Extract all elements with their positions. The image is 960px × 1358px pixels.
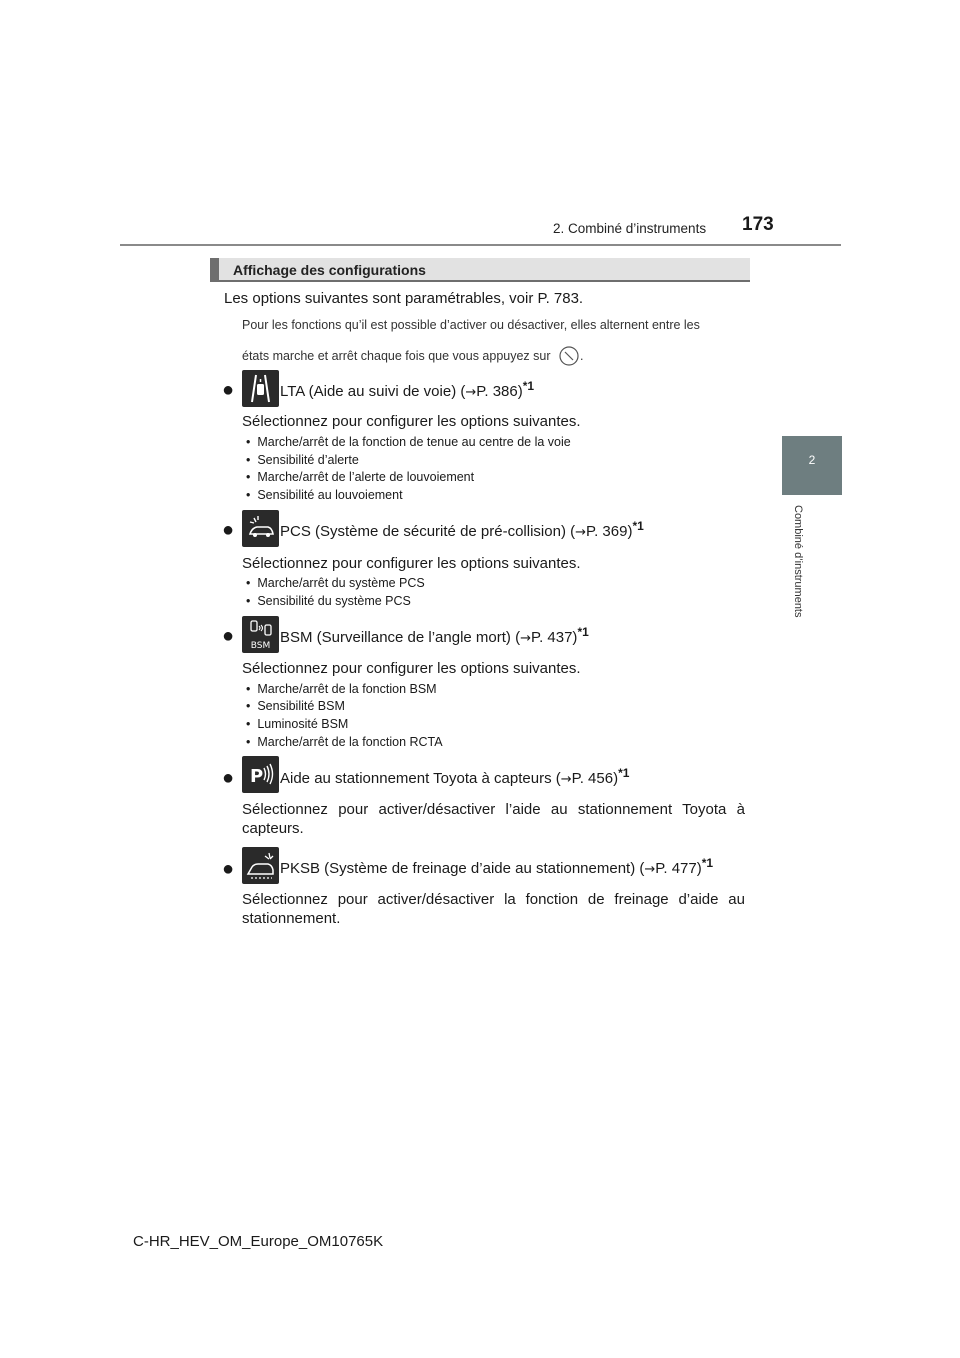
- header-divider: [120, 244, 841, 246]
- document-id: C-HR_HEV_OM_Europe_OM10765K: [133, 1233, 384, 1250]
- arrow-icon: →: [560, 772, 572, 787]
- footnote-mark: *1: [632, 519, 644, 533]
- item-title-lta: [280, 379, 534, 400]
- option-item: • Sensibilité d’alerte: [246, 453, 359, 467]
- parking-sensor-icon: [242, 756, 279, 793]
- option-text: Marche/arrêt de l’alerte de louvoiement: [257, 470, 475, 484]
- item-title-text: BSM (Surveillance de l’angle mort) (: [280, 629, 521, 646]
- page-reference[interactable]: P. 456): [571, 770, 619, 787]
- lta-icon: [242, 370, 279, 407]
- option-text: Sensibilité au louvoiement: [257, 488, 403, 502]
- footnote-mark: *1: [701, 856, 714, 870]
- note-line-1: Pour les fonctions qu’il est possible d’activer ou désactiver, elles alternent entre les: [242, 318, 700, 332]
- bullet-dot: ●: [222, 625, 235, 647]
- section-heading: [210, 258, 750, 282]
- option-text: Marche/arrêt de la fonction BSM: [257, 682, 437, 696]
- option-text: Marche/arrêt de la fonction RCTA: [257, 735, 443, 749]
- chapter-tab-number: 2: [808, 453, 816, 467]
- option-item: • Marche/arrêt de la fonction de tenue au centre de la voie: [246, 435, 571, 449]
- item-title-bsm: [280, 625, 589, 646]
- option-item: • Marche/arrêt de la fonction BSM: [246, 682, 437, 696]
- select-configure-text: Sélectionnez pour configurer les options suivantes.: [242, 660, 581, 677]
- select-configure-text: Sélectionnez pour configurer les options suivantes.: [242, 555, 581, 572]
- option-item: • Sensibilité du système PCS: [246, 594, 411, 608]
- option-item: • Marche/arrêt de l’alerte de louvoiement: [246, 470, 475, 484]
- dial-icon: [558, 345, 580, 367]
- bullet-dot: ●: [222, 767, 235, 789]
- chapter-tab: [782, 436, 842, 495]
- bullet-dot: ●: [222, 858, 235, 880]
- item-title-text: PKSB (Système de freinage d’aide au stationnement) (: [280, 860, 645, 877]
- footnote-mark: *1: [618, 766, 630, 780]
- note-line-2-end: .: [580, 349, 584, 363]
- chapter-tab-label: Combiné d’instruments: [792, 505, 804, 618]
- option-item: • Sensibilité BSM: [246, 699, 345, 713]
- item-title-text: LTA (Aide au suivi de voie) (: [280, 383, 466, 400]
- note-line-2-text: états marche et arrêt chaque fois que vous appuyez sur: [242, 349, 551, 363]
- bullet-dot: ●: [222, 519, 235, 541]
- pcs-icon: [242, 510, 279, 547]
- option-text: Marche/arrêt de la fonction de tenue au centre de la voie: [257, 435, 571, 449]
- parking-description-line-2: capteurs.: [242, 820, 304, 837]
- page-number: 173: [742, 214, 774, 235]
- option-item: • Luminosité BSM: [246, 717, 349, 731]
- arrow-icon: →: [575, 525, 587, 540]
- header-chapter: 2. Combiné d’instruments: [553, 221, 707, 236]
- item-title-pksb: [280, 856, 713, 877]
- option-item: • Sensibilité au louvoiement: [246, 488, 403, 502]
- page-reference[interactable]: P. 386): [476, 383, 523, 400]
- option-item: • Marche/arrêt du système PCS: [246, 576, 425, 590]
- page-reference[interactable]: P. 369): [586, 523, 633, 540]
- option-item: • Marche/arrêt de la fonction RCTA: [246, 735, 443, 749]
- option-text: Sensibilité du système PCS: [257, 594, 411, 608]
- footnote-mark: *1: [577, 625, 589, 639]
- pksb-description-line-1: Sélectionnez pour activer/désactiver la fonction de freinage d’aide au: [242, 891, 745, 908]
- option-text: Sensibilité BSM: [257, 699, 345, 713]
- section-heading-text: Affichage des configurations: [233, 262, 426, 278]
- item-title-pcs: [280, 519, 644, 540]
- option-text: Sensibilité d’alerte: [257, 453, 359, 467]
- item-title-text: PCS (Système de sécurité de pré-collision) (: [280, 523, 576, 540]
- pksb-icon: [242, 847, 279, 884]
- svg-text:P: P: [250, 766, 264, 787]
- footnote-mark: *1: [522, 379, 535, 393]
- arrow-icon: →: [465, 385, 477, 400]
- intro-text: Les options suivantes sont paramétrables, voir P. 783.: [224, 290, 584, 307]
- option-text: Luminosité BSM: [257, 717, 349, 731]
- note-line-2: [242, 345, 583, 367]
- select-configure-text: Sélectionnez pour configurer les options suivantes.: [242, 413, 581, 430]
- arrow-icon: →: [520, 631, 531, 646]
- bsm-icon-text: BSM: [250, 641, 271, 651]
- bullet-dot: ●: [222, 379, 235, 401]
- page-reference[interactable]: P. 477): [655, 860, 702, 877]
- pksb-description-line-2: stationnement.: [242, 910, 341, 927]
- arrow-icon: →: [644, 862, 656, 877]
- item-title-text: Aide au stationnement Toyota à capteurs (: [280, 770, 561, 787]
- page-reference[interactable]: P. 437): [531, 629, 578, 646]
- item-title-parking: [280, 766, 629, 787]
- parking-description-line-1: Sélectionnez pour activer/désactiver l’aide au stationnement Toyota à: [242, 801, 745, 818]
- option-text: Marche/arrêt du système PCS: [257, 576, 425, 590]
- bsm-icon: [242, 616, 279, 653]
